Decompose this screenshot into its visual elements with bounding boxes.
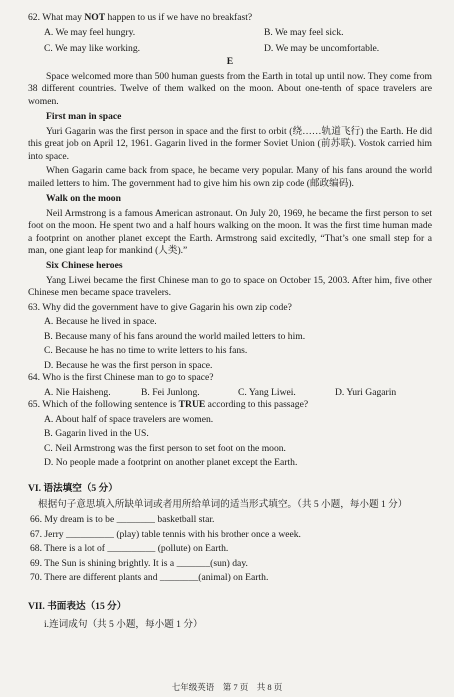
passage-paragraph-1a: Yuri Gagarin was the first person in space and the first to orbit (绕……轨道飞行) the Earth. He did this great job on April 12, 1961. Gagarin lived in the former Soviet Union (前苏联). Vostok carried him into space. <box>28 125 432 162</box>
part7-title: VII. 书面表达（15 分） <box>28 600 127 612</box>
q64-option-a: A. Nie Haisheng. <box>44 386 111 398</box>
fill-item-70: 70. There are different plants and ________(animal) on Earth. <box>30 572 269 584</box>
fill-item-66: 66. My dream is to be ________ basketball star. <box>30 514 215 526</box>
q63-stem: 63. Why did the government have to give Gagarin his own zip code? <box>28 301 292 313</box>
q63-option-a: A. Because he lived in space. <box>44 316 157 328</box>
q64-option-d: D. Yuri Gagarin <box>335 386 397 398</box>
part6-title: VI. 语法填空（5 分） <box>28 483 118 495</box>
passage-paragraph-2: Neil Armstrong is a famous American astronaut. On July 20, 1969, he became the first person to set foot on the moon. He spent two and a half hours walking on the moon. It was the first time human made a footprint on another planet except the Earth. Armstrong said excitedly, “That’s one small step for a man, one giant leap for mankind (人类).” <box>28 207 432 256</box>
passage-heading-1: First man in space <box>46 111 122 123</box>
q62-option-c: C. We may like working. <box>44 42 141 54</box>
question-62 <box>28 12 432 55</box>
q65-option-a: A. About half of space travelers are women. <box>44 413 214 425</box>
fill-item-69: 69. The Sun is shining brightly. It is a _______(sun) day. <box>30 557 248 569</box>
question-64 <box>28 372 432 399</box>
q65-option-b: B. Gagarin lived in the US. <box>44 428 149 440</box>
part6-instruction: 根据句子意思填入所缺单词或者用所给单词的适当形式填空。（共 5 小题，每小题 1 分） <box>38 498 408 510</box>
q64-option-c: C. Yang Liwei. <box>238 386 296 398</box>
passage-paragraph-1b: When Gagarin came back from space, he became very popular. Many of his fans around the world mailed letters to him. The government had to give him his own zip code (邮政编码). <box>28 165 432 189</box>
fill-item-68: 68. There is a lot of __________ (pollute) on Earth. <box>30 543 229 555</box>
q64-option-b: B. Fei Junlong. <box>141 386 200 398</box>
q64-stem: 64. Who is the first Chinese man to go to space? <box>28 372 214 384</box>
q62-option-b: B. We may feel sick. <box>264 27 344 39</box>
q63-option-d: D. Because he was the first person in space. <box>44 359 213 371</box>
q65-option-c: C. Neil Armstrong was the first person to set foot on the moon. <box>44 442 286 454</box>
question-65 <box>28 399 432 469</box>
passage-paragraph-3: Yang Liwei became the first Chinese man to go to space on October 15, 2003. After him, five other Chinese men became space travelers. <box>28 274 432 299</box>
question-63 <box>28 302 432 372</box>
part7-subtitle: i.连词成句（共 5 小题，每小题 1 分） <box>44 619 203 631</box>
q63-option-c: C. Because he has no time to write letters to his fans. <box>44 345 248 357</box>
passage-heading-2: Walk on the moon <box>46 193 121 205</box>
passage-intro: Space welcomed more than 500 human guests from the Earth in total up until now. They come from 38 different countries. Twelve of them walked on the moon. About one-tenth of space travelers are women. <box>28 70 432 107</box>
q63-option-b: B. Because many of his fans around the world mailed letters to him. <box>44 330 306 342</box>
q62-keyword: NOT <box>84 12 106 23</box>
reading-passage <box>28 71 432 300</box>
fill-item-67: 67. Jerry __________ (play) table tennis with his brother once a week. <box>30 528 301 540</box>
q62-stem-end: happen to us if we have no breakfast? <box>105 12 253 23</box>
q65-option-d: D. No people made a footprint on another planet except the Earth. <box>44 457 298 468</box>
passage-heading-3: Six Chinese heroes <box>46 260 123 272</box>
q65-stem-end: according to this passage? <box>205 399 309 411</box>
q62-option-d: D. We may be uncomfortable. <box>264 42 380 54</box>
page-footer: 七年级英语 第 7 页 共 8 页 <box>171 681 283 692</box>
section-letter: E <box>226 56 234 68</box>
q65-stem: 65. Which of the following sentence is <box>28 399 179 411</box>
q62-option-a: A. We may feel hungry. <box>44 27 136 39</box>
q65-keyword: TRUE <box>178 399 206 411</box>
q62-stem: 62. What may <box>28 12 85 23</box>
